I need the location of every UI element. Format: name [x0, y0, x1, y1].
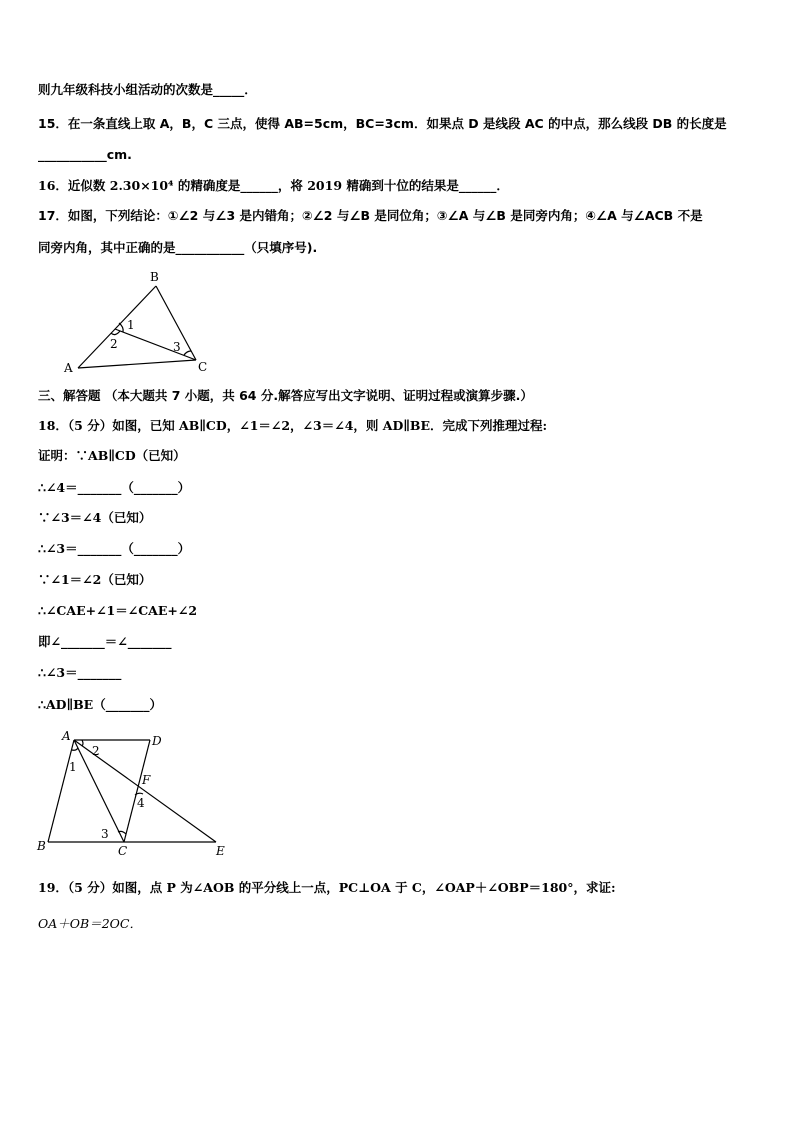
q16-text: 16．近似数 2.30×10⁴ 的精确度是______，将 2019 精确到十位的结果是______．: [38, 178, 509, 193]
vertex-label-a: A: [62, 729, 71, 743]
angle-label-1: 1: [127, 318, 135, 332]
q15-text: 15．在一条直线上取 A，B，C 三点，使得 AB=5cm，BC=3cm．如果点 D 是线段 AC 的中点，那么线段 DB 的长度是: [38, 116, 727, 131]
vertex-label-e: E: [216, 844, 225, 856]
angle-arc-3: [184, 351, 191, 355]
angle-arc-1: [72, 748, 78, 750]
vertex-label-f: F: [142, 773, 151, 787]
q17-triangle-figure: [60, 268, 240, 378]
angle-label-2: 2: [92, 744, 100, 758]
triangle-side-ab: [78, 286, 156, 368]
q14-continuation: 则九年级科技小组活动的次数是_____．: [38, 82, 257, 97]
q19-claim: OA＋OB＝2OC．: [38, 916, 142, 931]
vertex-label-b: B: [150, 270, 159, 284]
triangle-cevian: [115, 329, 196, 360]
angle-arc-2: [82, 740, 83, 746]
angle-label-3: 3: [101, 827, 109, 841]
q18-proof-step-2: ∴∠4＝_______（_______）: [38, 480, 191, 495]
triangle-side-ac: [78, 360, 196, 368]
q18-proof-step-7: 即∠_______＝∠_______: [38, 634, 172, 649]
q18-proof-step-3: ∵∠3＝∠4（已知）: [38, 510, 152, 525]
vertex-label-d: D: [152, 734, 162, 748]
angle-label-1: 1: [69, 760, 77, 774]
segment-dc: [124, 740, 150, 842]
q17-text-continued: 同旁内角，其中正确的是___________（只填序号).: [38, 240, 318, 255]
angle-label-2: 2: [110, 337, 118, 351]
vertex-label-c: C: [198, 360, 208, 374]
q18-proof-step-1: 证明：∵AB∥CD（已知）: [38, 448, 186, 463]
q19-text: 19．（5 分）如图，点 P 为∠AOB 的平分线上一点，PC⊥OA 于 C，∠OAP＋∠OBP＝180°，求证:: [38, 880, 616, 895]
q18-proof-step-9: ∴AD∥BE（_______）: [38, 697, 162, 712]
angle-label-4: 4: [137, 796, 145, 810]
vertex-label-b: B: [37, 839, 46, 853]
q18-text: 18．（5 分）如图，已知 AB∥CD，∠1＝∠2，∠3＝∠4，则 AD∥BE．完成下列推理过程:: [38, 418, 548, 433]
q18-proof-step-8: ∴∠3＝_______: [38, 665, 122, 680]
vertex-label-a: A: [64, 361, 73, 375]
q17-text: 17．如图，下列结论：①∠2 与∠3 是内错角；②∠2 与∠B 是同位角；③∠A 与∠B 是同旁内角；④∠A 与∠ACB 不是: [38, 208, 703, 223]
q18-proof-step-5: ∵∠1＝∠2（已知）: [38, 572, 152, 587]
q18-proof-step-4: ∴∠3＝_______（_______）: [38, 541, 191, 556]
angle-label-3: 3: [173, 340, 181, 354]
q18-proof-step-6: ∴∠CAE+∠1＝∠CAE+∠2: [38, 603, 198, 618]
section-3-heading: 三、解答题 （本大题共 7 小题，共 64 分.解答应写出文字说明、证明过程或演算步骤.）: [38, 388, 533, 403]
segment-ab: [48, 740, 74, 842]
q18-parallelogram-figure: [34, 728, 234, 856]
q15-answer-blank: ___________cm.: [38, 147, 132, 162]
vertex-label-c: C: [118, 844, 128, 856]
